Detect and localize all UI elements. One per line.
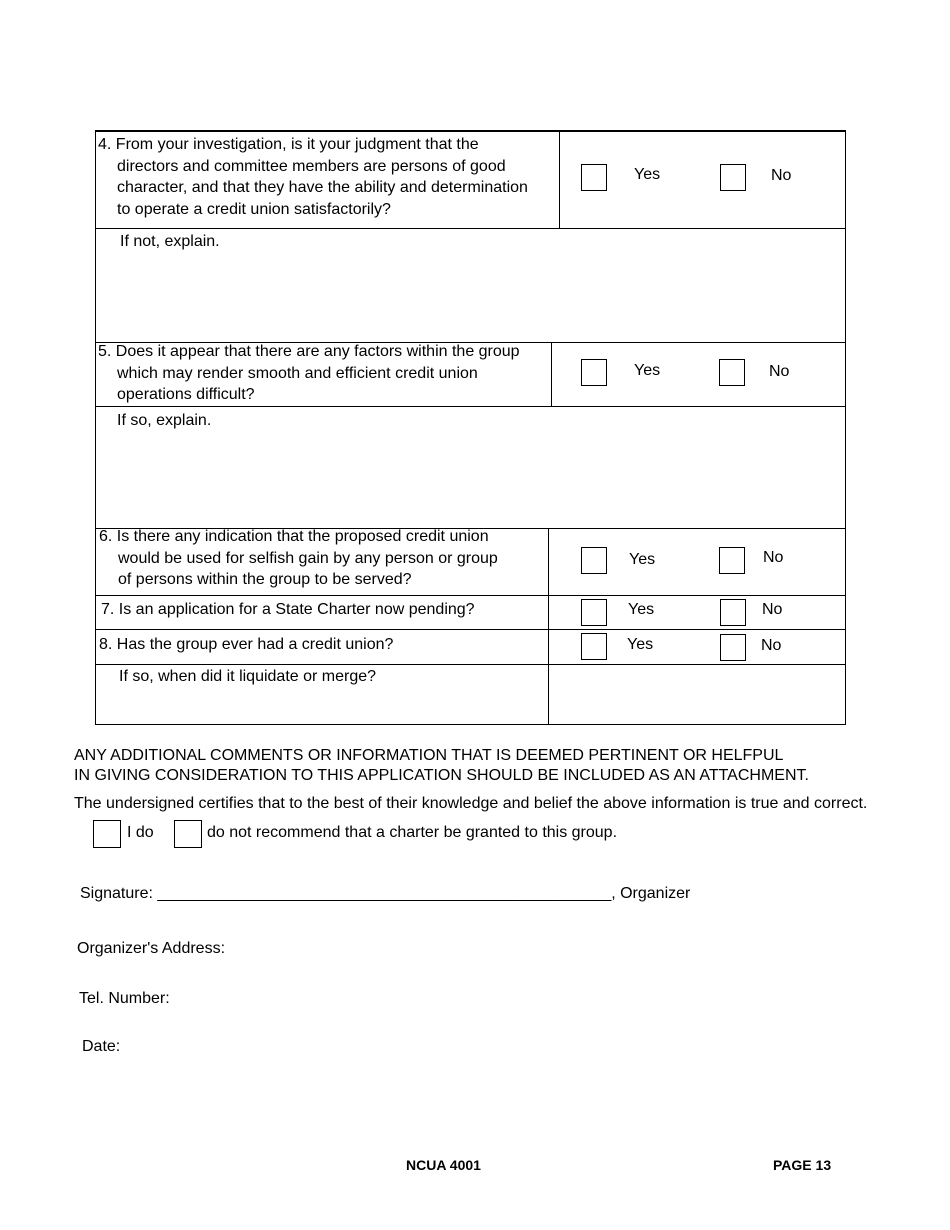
question-7-text: 7. Is an application for a State Charter now pending?: [101, 601, 475, 618]
q7-no-label: No: [762, 601, 783, 618]
tel-label: Tel. Number:: [79, 990, 170, 1007]
table-border-right: [845, 131, 846, 725]
divider-q6-bottom: [95, 595, 846, 596]
divider-q5-bottom: [95, 406, 846, 407]
question-5-text: [98, 341, 520, 406]
signature-line[interactable]: ___________________________________________________: [157, 885, 612, 902]
i-do-label: I do: [127, 824, 154, 841]
question-5-line: 5. Does it appear that there are any factors within the group: [98, 343, 520, 360]
recommend-text: do not recommend that a charter be granted to this group.: [207, 824, 618, 841]
signature-row: [80, 883, 690, 905]
certification-text: The undersigned certifies that to the best of their knowledge and belief the above information is true and correct.: [74, 795, 868, 812]
q4-explain-area[interactable]: [96, 252, 845, 340]
q6-no-checkbox[interactable]: [719, 547, 745, 574]
question-5-line: which may render smooth and efficient credit union: [117, 364, 478, 382]
q5-yes-label: Yes: [634, 362, 661, 379]
footer-form-number: NCUA 4001: [406, 1157, 481, 1173]
i-do-checkbox[interactable]: [93, 820, 121, 848]
question-4-line: directors and committee members are persons of good: [117, 157, 506, 175]
q4-yes-label: Yes: [634, 166, 661, 183]
divider-q7-bottom: [95, 629, 846, 630]
divider-q4-answer: [559, 131, 560, 228]
q8-yes-label: Yes: [627, 636, 654, 653]
q5-explain-label: If so, explain.: [117, 412, 212, 429]
q6-yes-checkbox[interactable]: [581, 547, 607, 574]
q4-no-checkbox[interactable]: [720, 164, 746, 191]
question-4-text: [98, 134, 528, 220]
date-label: Date:: [82, 1038, 121, 1055]
q8-followup-answer-area[interactable]: [549, 665, 844, 723]
question-6-text: [99, 526, 498, 591]
q6-no-label: No: [763, 549, 784, 566]
q7-yes-label: Yes: [628, 601, 655, 618]
question-6-line: 6. Is there any indication that the proposed credit union: [99, 528, 489, 545]
q6-yes-label: Yes: [629, 551, 656, 568]
notice-line-1: ANY ADDITIONAL COMMENTS OR INFORMATION THAT IS DEEMED PERTINENT OR HELFPUL: [74, 747, 784, 764]
q5-no-label: No: [769, 363, 790, 380]
q8-no-label: No: [761, 637, 782, 654]
do-not-checkbox[interactable]: [174, 820, 202, 848]
question-6-line: of persons within the group to be served?: [118, 571, 412, 588]
q8-followup-label: If so, when did it liquidate or merge?: [119, 668, 377, 685]
q5-yes-checkbox[interactable]: [581, 359, 607, 386]
q5-explain-area[interactable]: [96, 432, 845, 526]
q4-no-label: No: [771, 167, 792, 184]
question-5-line: operations difficult?: [117, 386, 255, 403]
divider-q4-bottom: [95, 228, 846, 229]
q7-yes-checkbox[interactable]: [581, 599, 607, 626]
question-4-line: character, and that they have the ability and determination: [117, 179, 528, 196]
signature-label: Signature:: [80, 885, 153, 902]
table-border-bottom: [95, 724, 846, 725]
divider-q5-answer: [551, 342, 552, 406]
signature-suffix: , Organizer: [611, 885, 691, 902]
table-border-left: [95, 131, 96, 725]
address-label: Organizer's Address:: [77, 940, 226, 957]
q7-no-checkbox[interactable]: [720, 599, 746, 626]
q8-no-checkbox[interactable]: [720, 634, 746, 661]
question-4-line: to operate a credit union satisfactorily?: [117, 200, 391, 218]
notice-line-2: IN GIVING CONSIDERATION TO THIS APPLICATION SHOULD BE INCLUDED AS AN ATTACHMENT.: [74, 767, 809, 784]
q4-yes-checkbox[interactable]: [581, 164, 607, 191]
q5-no-checkbox[interactable]: [719, 359, 745, 386]
q4-explain-label: If not, explain.: [120, 233, 220, 250]
table-border-top: [95, 130, 846, 132]
footer-page-label: PAGE 13: [773, 1157, 832, 1173]
question-8-text: 8. Has the group ever had a credit union?: [99, 636, 394, 653]
q8-yes-checkbox[interactable]: [581, 633, 607, 660]
question-4-line: 4. From your investigation, is it your judgment that the: [98, 136, 479, 153]
question-6-line: would be used for selfish gain by any person or group: [118, 549, 498, 567]
